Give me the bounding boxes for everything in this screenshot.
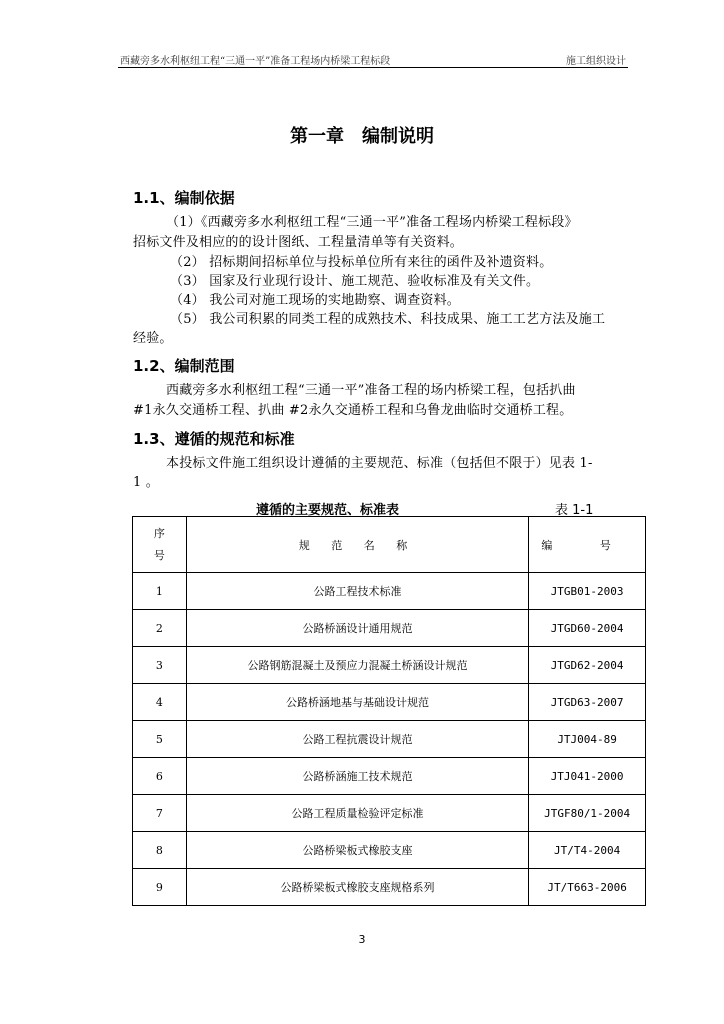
header-left-text: 西藏旁多水利枢纽工程“三通一平”准备工程场内桥梁工程标段 — [120, 56, 391, 67]
header-seq-bottom: 号 — [153, 548, 165, 562]
header-seq — [133, 517, 187, 573]
chapter-title — [0, 122, 724, 148]
standards-line-1: 本投标文件施工组织设计遵循的主要规范、标准（包括但不限于）见表 1- — [166, 456, 593, 471]
standards-table — [132, 516, 646, 906]
row-seq: 1 — [133, 573, 187, 610]
row-seq: 8 — [133, 832, 187, 869]
row-code: JTGD63-2007 — [529, 684, 646, 721]
header-name: 规 范 名 称 — [186, 517, 528, 573]
row-seq: 4 — [133, 684, 187, 721]
row-seq: 3 — [133, 647, 187, 684]
row-name: 公路桥梁板式橡胶支座 — [186, 832, 528, 869]
table-label: 表 1-1 — [555, 503, 594, 518]
row-code: JTGF80/1-2004 — [529, 795, 646, 832]
scope-line-2: #1永久交通桥工程、扒曲 #2永久交通桥工程和乌鲁龙曲临时交通桥工程。 — [133, 403, 573, 418]
table-header-row — [133, 517, 646, 573]
row-code: JTJ041-2000 — [529, 758, 646, 795]
row-code: JTGD62-2004 — [529, 647, 646, 684]
row-name: 公路桥涵设计通用规范 — [186, 610, 528, 647]
table-row — [133, 684, 646, 721]
page-number: 3 — [358, 933, 366, 946]
header-code: 编 号 — [529, 517, 646, 573]
table-row — [133, 721, 646, 758]
row-seq: 9 — [133, 869, 187, 906]
row-seq: 2 — [133, 610, 187, 647]
chapter-name: 编制说明 — [362, 126, 434, 147]
table-row — [133, 573, 646, 610]
scope-line-1: 西藏旁多水利枢纽工程“三通一平”准备工程的场内桥梁工程，包括扒曲 — [166, 383, 576, 398]
header-rule — [118, 67, 628, 68]
table-row — [133, 832, 646, 869]
section-heading-1-1: 1.1、编制依据 — [133, 189, 235, 207]
row-seq: 6 — [133, 758, 187, 795]
header-right-text: 施工组织设计 — [566, 56, 626, 67]
basis-item-4: （4） 我公司对施工现场的实地勘察、调查资料。 — [170, 293, 461, 308]
row-name: 公路桥梁板式橡胶支座规格系列 — [186, 869, 528, 906]
row-code: JT/T663-2006 — [529, 869, 646, 906]
row-name: 公路桥涵施工技术规范 — [186, 758, 528, 795]
row-name: 公路工程质量检验评定标准 — [186, 795, 528, 832]
basis-item-3: （3） 国家及行业现行设计、施工规范、验收标准及有关文件。 — [170, 274, 540, 289]
page-header — [118, 50, 628, 66]
section-heading-1-2: 1.2、编制范围 — [133, 357, 235, 375]
header-seq-top: 序 — [153, 526, 165, 540]
chapter-number: 第一章 — [290, 126, 344, 147]
basis-item-5: （5） 我公司积累的同类工程的成熟技术、科技成果、施工工艺方法及施工 — [170, 312, 606, 327]
row-code: JTJ004-89 — [529, 721, 646, 758]
row-name: 公路工程抗震设计规范 — [186, 721, 528, 758]
standards-line-2: 1 。 — [133, 475, 160, 490]
table-row — [133, 610, 646, 647]
table-row — [133, 758, 646, 795]
row-code: JT/T4-2004 — [529, 832, 646, 869]
row-name: 公路桥涵地基与基础设计规范 — [186, 684, 528, 721]
basis-item-1: （1）《西藏旁多水利枢纽工程“三通一平”准备工程场内桥梁工程标段》 — [166, 215, 578, 230]
table-row — [133, 795, 646, 832]
basis-item-2: （2） 招标期间招标单位与投标单位所有来往的函件及补遗资料。 — [170, 255, 553, 270]
row-name: 公路工程技术标准 — [186, 573, 528, 610]
table-row — [133, 647, 646, 684]
row-seq: 5 — [133, 721, 187, 758]
row-code: JTGD60-2004 — [529, 610, 646, 647]
basis-item-1-cont: 招标文件及相应的的设计图纸、工程量清单等有关资料。 — [133, 235, 464, 250]
table-row — [133, 869, 646, 906]
row-name: 公路钢筋混凝土及预应力混凝土桥涵设计规范 — [186, 647, 528, 684]
row-seq: 7 — [133, 795, 187, 832]
row-code: JTGB01-2003 — [529, 573, 646, 610]
section-heading-1-3: 1.3、遵循的规范和标准 — [133, 430, 295, 448]
basis-item-5-cont: 经验。 — [133, 331, 173, 346]
table-caption: 遵循的主要规范、标准表 — [256, 503, 400, 518]
